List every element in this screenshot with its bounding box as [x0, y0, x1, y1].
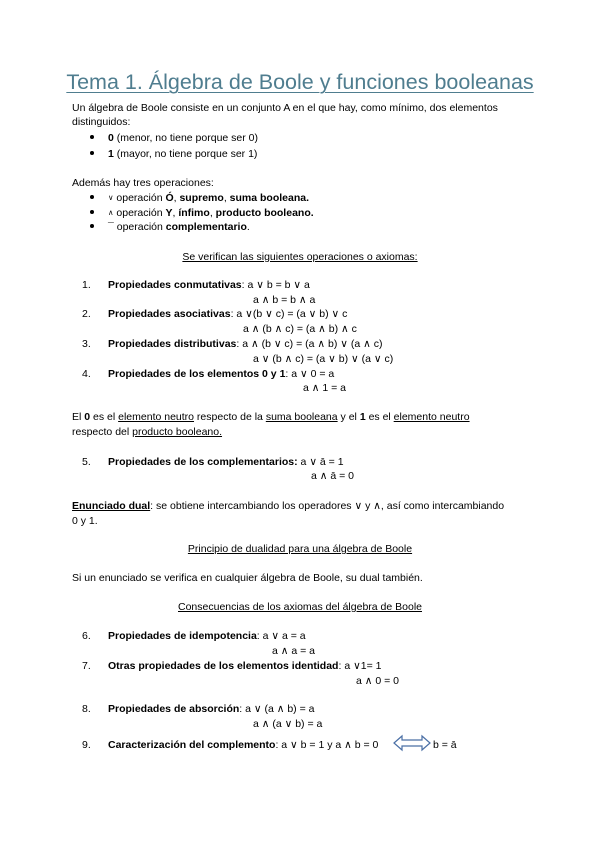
neutral-line-1: El 0 es el elemento neutro respecto de la suma booleana y el 1 es el elemento neutro — [72, 411, 470, 423]
intro-line-2: distinguidos: — [72, 116, 131, 128]
neutral-line-2: respecto del producto booleano. — [72, 426, 223, 438]
axiom-line-2: a ∧ 1 = a — [303, 382, 347, 394]
page-title: Tema 1. Álgebra de Boole y funciones booleanas — [66, 70, 534, 94]
axiom-line: Propiedades conmutativas: a ∨ b = b ∨ a — [108, 279, 310, 291]
bullet-icon — [90, 224, 94, 228]
axiom-number: 3. — [82, 338, 91, 350]
consequences-heading: Consecuencias de los axiomas del álgebra de Boole — [178, 601, 422, 613]
axiom-line-2: a ∧ (b ∧ c) = (a ∧ b) ∧ c — [243, 323, 357, 335]
list-item: ∧ operación Y, ínfimo, producto booleano. — [90, 206, 314, 220]
bullet-icon — [90, 195, 94, 199]
axiom-line: Propiedades asociativas: a ∨(b ∨ c) = (a ∨ b) ∨ c — [108, 308, 348, 320]
axiom-line-2: a ∧ b = b ∧ a — [253, 294, 316, 306]
bullet-icon — [90, 135, 94, 139]
double-arrow-icon — [393, 734, 431, 752]
axiom-line: Propiedades de los complementarios: a ∨ ā = 1 — [108, 456, 344, 468]
axiom-number: 5. — [82, 456, 91, 468]
intro-line-1: Un álgebra de Boole consiste en un conjunto A en el que hay, como mínimo, dos elementos — [72, 102, 498, 114]
axioms-heading: Se verifican las siguientes operaciones o axiomas: — [182, 251, 418, 263]
duality-heading: Principio de dualidad para una álgebra de Boole — [187, 543, 413, 555]
axiom-line-2: a ∨ (b ∧ c) = (a ∨ b) ∨ (a ∨ c) — [253, 353, 394, 365]
list-item: ∨ operación Ó, supremo, suma booleana. — [90, 191, 309, 205]
dual-line-2: 0 y 1. — [72, 515, 98, 527]
axiom-number: 4. — [82, 368, 91, 380]
axiom-line: Propiedades de idempotencia: a ∨ a = a — [108, 630, 306, 642]
axiom-line: Caracterización del complemento: a ∨ b = 1 y a ∧ b = 0 — [108, 739, 379, 751]
axiom-number: 2. — [82, 308, 91, 320]
axiom-number: 7. — [82, 660, 91, 672]
list-item: 1 (mayor, no tiene porque ser 1) — [90, 147, 257, 161]
axiom-number: 9. — [82, 739, 91, 751]
axiom-line-2: a ∧ (a ∨ b) = a — [253, 718, 323, 730]
axiom-line: Otras propiedades de los elementos identidad: a ∨1= 1 — [108, 660, 382, 672]
axiom-line: Propiedades de los elementos 0 y 1: a ∨ 0 = a — [108, 368, 335, 380]
axiom-line-2: a ∧ 0 = 0 — [356, 675, 400, 687]
axiom-line: Propiedades distributivas: a ∧ (b ∨ c) = (a ∧ b) ∨ (a ∧ c) — [108, 338, 383, 350]
list-item: 0 (menor, no tiene porque ser 0) — [90, 131, 258, 145]
duality-text: Si un enunciado se verifica en cualquier álgebra de Boole, su dual también. — [72, 572, 423, 584]
axiom-line: Propiedades de absorción: a ∨ (a ∧ b) = a — [108, 703, 315, 715]
complement-result: b = ā — [433, 739, 457, 751]
list-item: ¯ operación complementario. — [90, 220, 250, 234]
axiom-number: 6. — [82, 630, 91, 642]
axiom-line-2: a ∧ a = a — [272, 645, 316, 657]
axiom-number: 1. — [82, 279, 91, 291]
axiom-number: 8. — [82, 703, 91, 715]
bullet-icon — [90, 210, 94, 214]
dual-line-1: Enunciado dual: se obtiene intercambiando los operadores ∨ y ∧, así como intercambiando — [72, 500, 505, 512]
axiom-line-2: a ∧ ā = 0 — [311, 470, 355, 482]
ops-intro: Además hay tres operaciones: — [72, 177, 214, 189]
bullet-icon — [90, 151, 94, 155]
